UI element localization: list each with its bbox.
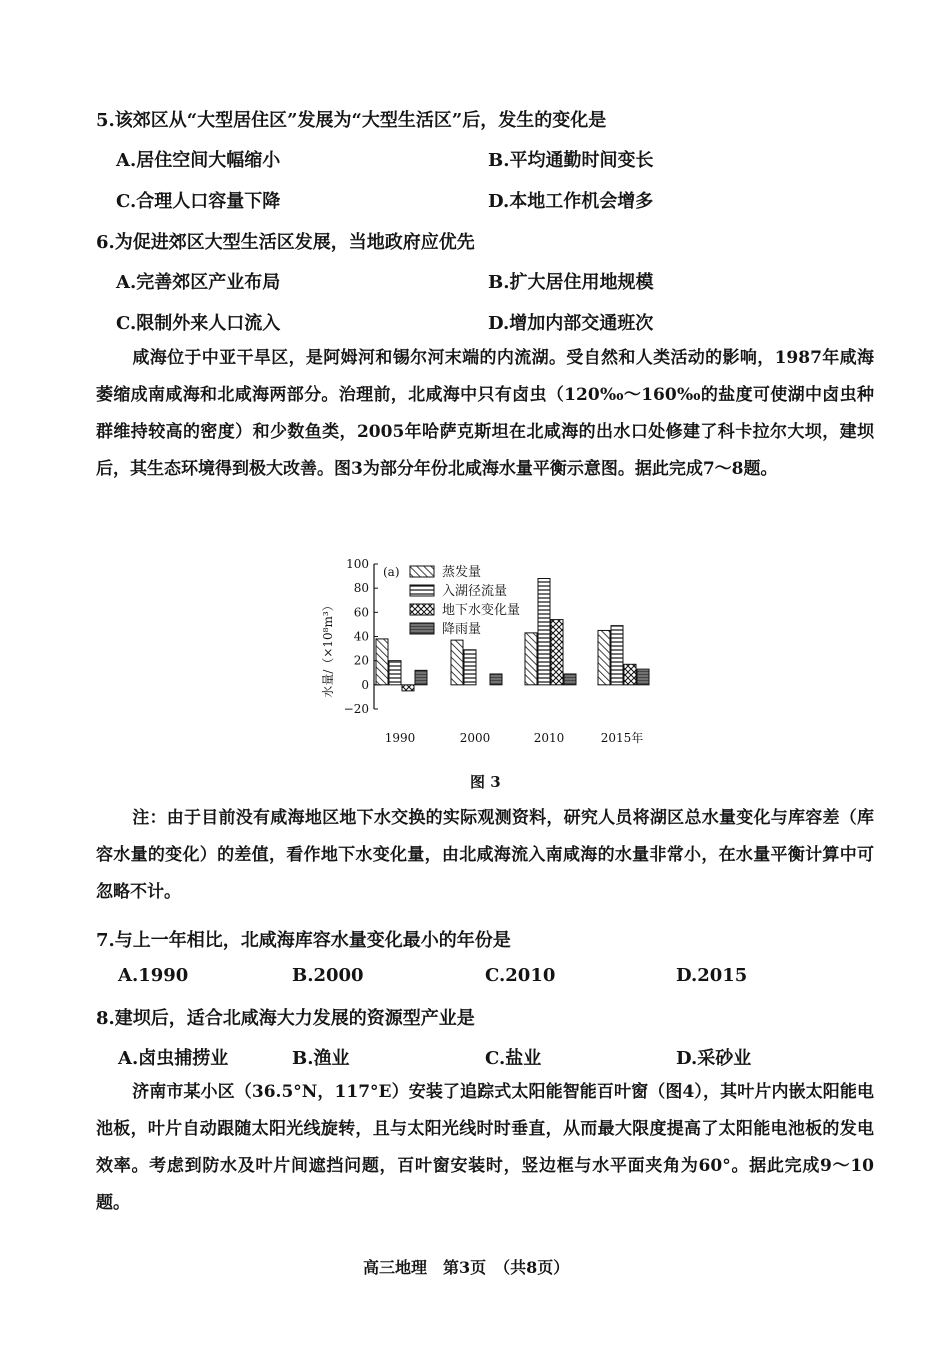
bar-1-2000 — [451, 640, 463, 685]
q8-stem: 8.建坝后，适合北咸海大力发展的资源型产业是 — [96, 1008, 475, 1029]
y-tick-label: 0 — [361, 677, 369, 692]
q7-option-d: D.2015 — [676, 965, 748, 986]
q7-option-b: B.2000 — [292, 965, 364, 986]
q8-option-a: A.卤虫捕捞业 — [118, 1048, 229, 1069]
bar-2-2010 — [538, 579, 550, 685]
passage-solar-blinds: 济南市某小区（36.5°N，117°E）安装了追踪式太阳能智能百叶窗（图4），其叶片内嵌太阳能电池板，叶片自动跟随太阳光线旋转，且与太阳光线时时垂直，从而最大限度提高了太阳能电池板的发电效率。考虑到防水及叶片间遮挡问题，百叶窗安装时，竖边框与水平面夹角为60°。据此完成9～10题。 — [96, 1082, 874, 1213]
legend-swatch — [410, 604, 434, 615]
legend-swatch — [410, 566, 434, 577]
x-tick-label: 1990 — [384, 731, 416, 745]
bar-3-2015年 — [624, 664, 636, 685]
legend-label: 地下水变化量 — [442, 603, 521, 618]
bar-2-2000 — [464, 650, 476, 685]
legend-label: 降雨量 — [442, 622, 482, 637]
q5-option-a: A.居住空间大幅缩小 — [116, 150, 281, 171]
q5-stem: 5.该郊区从“大型居住区”发展为“大型生活区”后，发生的变化是 — [96, 110, 607, 131]
y-tick-label: 80 — [353, 581, 369, 596]
legend-label: 入湖径流量 — [442, 584, 508, 599]
figure-3-chart — [310, 552, 670, 752]
bar-4-2000 — [490, 674, 502, 685]
q5-option-c: C.合理人口容量下降 — [116, 191, 281, 212]
bar-2-2015年 — [611, 626, 623, 685]
q5-option-b: B.平均通勤时间变长 — [488, 150, 654, 171]
panel-label: (a) — [383, 565, 400, 579]
q7-stem: 7.与上一年相比，北咸海库容水量变化最小的年份是 — [96, 930, 511, 951]
x-tick-label: 2015年 — [600, 731, 644, 745]
figure-3-caption: 图 3 — [470, 773, 501, 791]
bar-1-1990 — [376, 639, 388, 685]
q6-option-b: B.扩大居住用地规模 — [488, 272, 654, 293]
q6-option-a: A.完善郊区产业布局 — [116, 272, 281, 293]
q8-option-b: B.渔业 — [292, 1048, 350, 1069]
y-tick-label: 20 — [353, 653, 369, 668]
legend-swatch — [410, 623, 434, 634]
q5-option-d: D.本地工作机会增多 — [488, 191, 654, 212]
q6-stem: 6.为促进郊区大型生活区发展，当地政府应优先 — [96, 232, 475, 253]
y-axis-label: 水量/（×10⁸m³） — [321, 599, 335, 698]
q6-option-c: C.限制外来人口流入 — [116, 313, 281, 334]
q8-option-c: C.盐业 — [485, 1048, 542, 1069]
bar-4-1990 — [415, 670, 427, 685]
bar-4-2015年 — [637, 669, 649, 685]
bar-1-2010 — [525, 633, 537, 685]
bar-3-1990 — [402, 685, 414, 691]
page-footer: 高三地理 第3页 （共8页） — [363, 1258, 570, 1277]
legend-swatch — [410, 585, 434, 596]
y-tick-label: 100 — [346, 557, 369, 571]
y-tick-label: 60 — [353, 605, 369, 620]
bar-3-2010 — [551, 620, 563, 685]
y-tick-label: −20 — [343, 702, 369, 716]
bar-1-2015年 — [598, 630, 610, 684]
q8-option-d: D.采砂业 — [676, 1048, 752, 1069]
x-tick-label: 2000 — [459, 731, 491, 745]
q6-option-d: D.增加内部交通班次 — [488, 313, 654, 334]
bar-2-1990 — [389, 661, 401, 685]
passage-aral-sea: 咸海位于中亚干旱区，是阿姆河和锡尔河末端的内流湖。受自然和人类活动的影响，1987年咸海萎缩成南咸海和北咸海两部分。治理前，北咸海中只有卤虫（120‰～160‰的盐度可使湖中卤虫种群维持较高的密度）和少数鱼类，2005年哈萨克斯坦在北咸海的出水口处修建了科卡拉尔大坝，建坝后，其生态环境得到极大改善。图3为部分年份北咸海水量平衡示意图。据此完成7～8题。 — [96, 348, 874, 479]
y-tick-label: 40 — [353, 629, 369, 644]
legend-label: 蒸发量 — [442, 565, 482, 580]
q7-option-a: A.1990 — [118, 965, 189, 986]
figure-note: 注：由于目前没有咸海地区地下水交换的实际观测资料，研究人员将湖区总水量变化与库容差（库容水量的变化）的差值，看作地下水变化量，由北咸海流入南咸海的水量非常小，在水量平衡计算中可忽略不计。 — [96, 808, 874, 902]
q7-option-c: C.2010 — [485, 965, 556, 986]
bar-4-2010 — [564, 674, 576, 685]
x-tick-label: 2010 — [533, 731, 565, 745]
